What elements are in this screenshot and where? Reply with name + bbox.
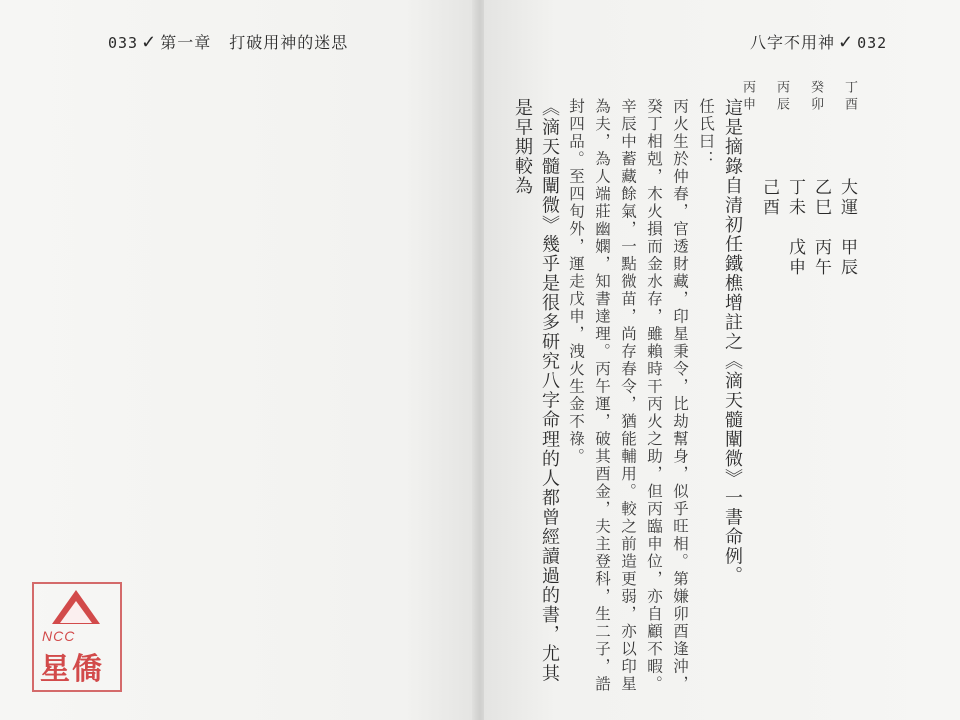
right-page-number: 032 [857, 34, 888, 52]
quote-label: 任氏曰： [697, 98, 715, 168]
luck-cycles [756, 178, 860, 338]
left-page-header [108, 30, 348, 53]
pillar-hour: 丙申 [740, 80, 755, 114]
quote-text: 丙火生於仲春，官透財藏，印星秉令，比劫幫身，似乎旺相。第嫌卯酉逢沖，癸丁相剋，木火損而金水存，雖賴時干丙火之助，但丙臨申位，亦自顧不暇。辛辰中蓄藏餘氣，一點微苗，尚存春令，猶能輔用。較之前造更弱，亦以印星為夫，為人端莊幽嫻，知書達理。丙午運，破其酉金，夫主登科，生二子，誥封四品。至四旬外，運走戊申，洩火生金不祿。 [567, 98, 689, 693]
right-page-header [750, 30, 887, 53]
luck-cycle: 戊申 [785, 238, 805, 278]
right-paragraph-2: 《滴天髓闡微》幾乎是很多研究八字命理的人都曾經讀過的書，尤其是早期較為 [512, 98, 560, 683]
luck-label: 大運 [837, 178, 857, 218]
luck-cycle: 丁未 [785, 178, 805, 218]
luck-cycle: 甲辰 [837, 238, 857, 278]
ncc-stamp-logo [32, 582, 122, 692]
pillar-day: 丙辰 [774, 80, 789, 114]
stamp-chinese-text: 星僑 [40, 652, 104, 687]
left-page [0, 0, 476, 720]
luck-cycle: 己酉 [759, 178, 779, 218]
chapter-label: 第一章 [160, 33, 212, 52]
chapter-title: 打破用神的迷思 [229, 33, 349, 52]
swoosh-ornament-icon: ✓ [141, 32, 158, 53]
stamp-latin-text: NCC [42, 628, 76, 644]
four-pillars [730, 80, 866, 114]
left-page-number: 033 [108, 34, 139, 52]
right-paragraph-1: 這是摘錄自清初任鐵樵增註之《滴天髓闡微》一書命例。 [722, 98, 743, 586]
luck-cycle: 丙午 [811, 238, 831, 278]
book-title: 八字不用神 [750, 33, 836, 52]
swoosh-ornament-icon: ✓ [838, 32, 855, 53]
pillar-year: 丁酉 [842, 80, 857, 114]
luck-cycle: 乙巳 [811, 178, 831, 218]
pillar-month: 癸卯 [808, 80, 823, 114]
right-page-body [509, 98, 746, 698]
